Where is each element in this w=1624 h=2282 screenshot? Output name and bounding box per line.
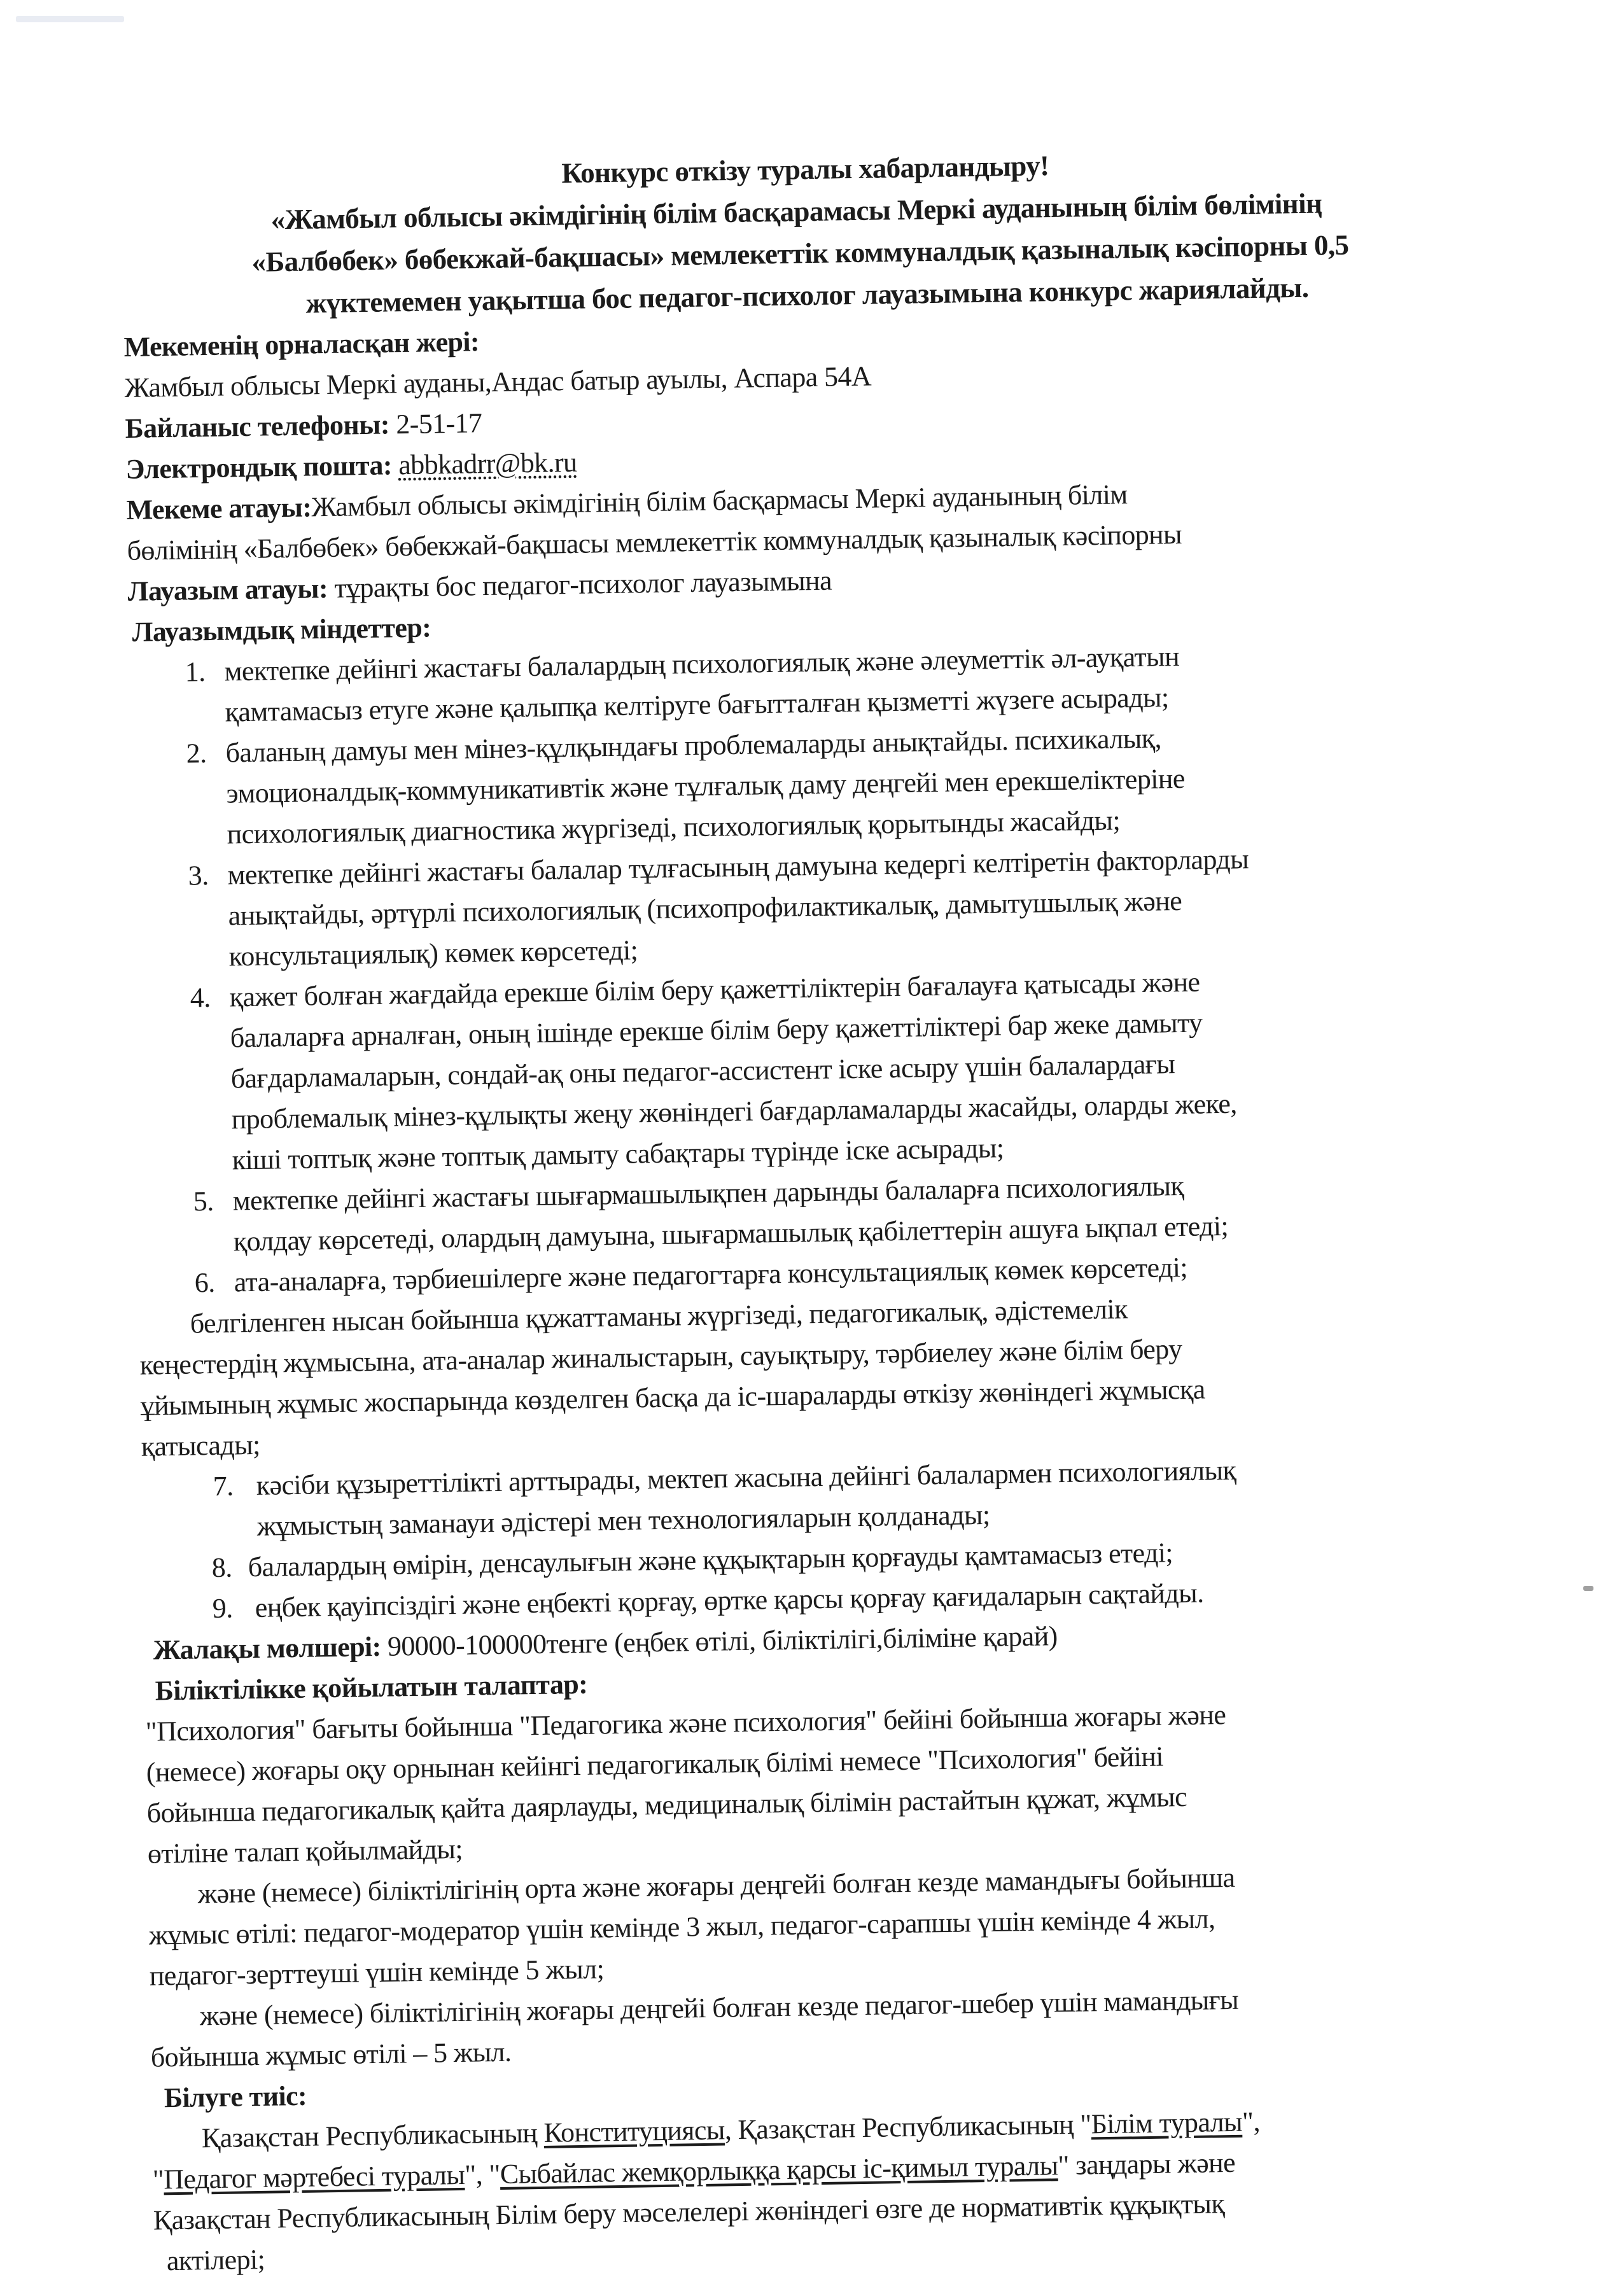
must-know-text: актілері; (166, 2243, 265, 2277)
must-know-text: ", (1242, 2106, 1261, 2138)
duty-text: балалардың өмірін, денсаулығын және құқықтарын қорғауды қамтамасыз етеді; (248, 1537, 1173, 1583)
requirements-text: өтіліне талап қойылмайды; (147, 1833, 463, 1870)
requirements-paragraph (148, 1854, 1492, 1997)
teacher-status-law-link[interactable]: Педагог мәртебесі туралы (163, 2159, 465, 2195)
announcement-subtitle-line: «Жамбыл облысы әкімдігінің білім басқарамасы Меркі ауданының білім бөлімінің (270, 187, 1322, 236)
must-know-text: " заңдары және (1058, 2146, 1236, 2181)
duty-text: қолдау көрсетеді, олардың дамуына, шығармашылық қабілеттерін ашуға ықпал етеді; (233, 1210, 1229, 1257)
position-label: Лауазым атауы: (127, 572, 328, 607)
must-know-text: Қазақстан Республикасының (201, 2117, 544, 2154)
requirements-paragraph (145, 1691, 1490, 1875)
institution-label: Мекеме атауы: (126, 491, 312, 526)
duty-text: жұмыстың заманауи әдістері мен технологияларын қолданады; (256, 1499, 990, 1542)
duty-text: эмоционалдық-коммуникативтік және тұлғалық даму деңгейі мен ерекшеліктеріне (226, 762, 1186, 809)
duty-text: мектепке дейінгі жастағы шығармашылықпен дарынды балаларға психологиялық (232, 1170, 1184, 1217)
requirements-text: педагог-зерттеуші үшін кемінде 5 жыл; (149, 1953, 605, 1992)
duty-text: анықтайды, әртүрлі психологиялық (психопрофилактикалық, дамытушылық және (228, 885, 1182, 932)
duty-text: балаларға арналған, оның ішінде ерекше білім беру қажеттіліктері бар жеке дамыту (230, 1007, 1203, 1054)
duty-text: қамтамасыз етуге және қалыпқа келтіруге бағытталған қызметті жүзеге асырады; (225, 682, 1169, 728)
constitution-link[interactable]: Конституциясы (543, 2114, 725, 2148)
duty-text: мектепке дейінгі жастағы балалар тұлғасының дамуына кедергі келтіретін факторларды (227, 843, 1249, 891)
duty-number: 3. (188, 859, 209, 892)
institution-value-line: Жамбыл облысы әкімдігінің білім басқармасы Меркі ауданының білім (311, 479, 1128, 523)
salary-value: 90000-100000тенге (еңбек өтілі, біліктілігі,біліміне қарай) (381, 1620, 1058, 1662)
duty-text: психологиялық диагностика жүргізеді, психологиялық қорытынды жасайды; (227, 804, 1121, 850)
email-link[interactable]: abbkadrr@bk.ru (398, 446, 577, 481)
requirements-text: бойынша педагогикалық қайта даярлауды, медициналық білімін растайтын құжат, жұмыс (146, 1781, 1187, 1829)
salary-label: Жалақы мөлшері: (153, 1630, 382, 1666)
duty-text: кәсіби құзыреттілікті арттырады, мектеп жасына дейінгі балалармен психологиялық (256, 1454, 1236, 1501)
duty-number: 8. (211, 1551, 232, 1584)
requirements-text: бойынша жұмыс өтілі – 5 жыл. (150, 2036, 512, 2073)
institution-value-line: бөлімінің «Балбөбек» бөбекжай-бақшасы мемлекеттік коммуналдық қазыналық кәсіпорны (127, 518, 1182, 566)
scan-artifact (1583, 1586, 1593, 1591)
location-label: Мекеменің орналасқан жері: (123, 326, 480, 363)
duty-unnumbered-paragraph (139, 1284, 1484, 1467)
duty-text: проблемалық мінез-құлықты жеңу жөніндегі бағдарламаларды жасайды, оларды жеке, (231, 1088, 1237, 1135)
duty-text: бағдарламаларын, сондай-ақ оны педагог-ассистент іске асыру үшін балалардағы (230, 1048, 1175, 1095)
announcement-header (146, 138, 1466, 326)
requirements-label: Біліктілікке қойылатын талаптар: (155, 1668, 588, 1707)
duty-text: кіші топтық және топтық дамыту сабақтары түрінде іске асырады; (232, 1132, 1004, 1176)
duty-number: 6. (194, 1266, 215, 1299)
email-label: Электрондық пошта: (125, 449, 393, 485)
requirements-text: және (немесе) біліктілігінің орта және жоғары деңгейі болған кезде мамандығы бойынша (197, 1861, 1235, 1910)
duty-number: 1. (185, 656, 206, 688)
position-value: тұрақты бос педагог-психолог лауазымына (327, 564, 832, 604)
duty-number: 2. (186, 738, 207, 769)
duty-text: белгіленген нысан бойынша құжаттаманы жүргізеді, педагогикалық, әдістемелік (190, 1293, 1128, 1340)
requirements-text: "Психология" бағыты бойынша "Педагогика және психология" бейіні бойынша жоғары және (145, 1699, 1226, 1747)
requirements-text: (немесе) жоғары оқу орнынан кейінгі педагогикалық білімі немесе "Психология" бейіні (146, 1740, 1164, 1788)
duty-text: мектепке дейінгі жастағы балалардың психологиялық және әлеуметтік әл-ауқатын (224, 640, 1180, 687)
requirements-text: және (немесе) біліктілігінің жоғары деңгейі болған кезде педагог-шебер үшін мамандығы (199, 1984, 1239, 2032)
duty-number: 9. (212, 1592, 233, 1625)
duties-label: Лауазымдық міндеттер: (132, 612, 431, 648)
duty-text: қажет болған жағдайда ерекше білім беру қажеттіліктерін бағалауға қатысады және (229, 966, 1200, 1013)
duty-item (132, 836, 1476, 979)
duty-item (130, 713, 1474, 857)
must-know-section (151, 2057, 1497, 2281)
location-value: Жамбыл облысы Меркі ауданы,Андас батыр ауылы, Аспара 54А (124, 360, 872, 403)
requirements-text: жұмыс өтілі: педагог-модератор үшін кемінде 3 жыл, педагог-сарапшы үшін кемінде 4 жыл, (148, 1903, 1215, 1951)
duty-text: еңбек қауіпсіздігі және еңбекті қорғау, өртке қарсы қорғау қағидаларын сақтайды. (255, 1577, 1204, 1623)
phone-value: 2-51-17 (389, 407, 482, 440)
duty-text: консультациялық) көмек көрсетеді; (228, 934, 638, 972)
scan-artifact (16, 16, 124, 22)
duty-number: 4. (190, 981, 211, 1014)
duty-text: қатысады; (141, 1429, 261, 1462)
duties-list (129, 632, 1481, 1305)
announcement-subtitle-line: жүктемемен уақытша бос педагог-психолог лауазымына конкурс жариялайды. (305, 271, 1309, 319)
must-know-text: " (152, 2164, 164, 2195)
duty-text: ұйымының жұмыс жоспарында көзделген басқа да іс-шараларды өткізу жөніндегі жұмысқа (140, 1373, 1205, 1422)
document-body (121, 138, 1497, 2282)
duties-list-continued (141, 1446, 1487, 1630)
duty-text: ата-аналарға, тәрбиешілерге және педагогтарға консультациялық көмек көрсетеді; (234, 1251, 1188, 1298)
requirements-section (144, 1650, 1494, 2078)
phone-label: Байланыс телефоны: (125, 409, 390, 444)
must-know-label: Білуге тиіс: (164, 2080, 307, 2114)
duty-text: кеңестердің жұмысына, ата-аналар жиналыстарын, сауықтыру, тәрбиелеу және білім беру (139, 1333, 1182, 1381)
announcement-title: Конкурс өткізу туралы хабарландыру! (561, 150, 1049, 190)
anti-corruption-law-link[interactable]: Сыбайлас жемқорлыққа қарсы іс-қимыл туралы (500, 2150, 1058, 2190)
announcement-subtitle-line: «Балбөбек» бөбекжай-бақшасы» мемлекеттік коммуналдық қазыналық кәсіпорны 0,5 (251, 228, 1349, 278)
duty-number: 5. (193, 1185, 214, 1217)
must-know-text: , Қазақстан Республикасының " (724, 2108, 1091, 2146)
duty-text: баланың дамуы мен мінез-құлқындағы проблемаларды анықтайды. психикалық, (225, 722, 1162, 769)
must-know-text: Қазақстан Республикасының Білім беру мәселелері жөніндегі өзге де нормативтік құқықтық (153, 2188, 1225, 2236)
duty-number: 7. (213, 1470, 234, 1502)
must-know-text: ", " (464, 2159, 501, 2190)
education-law-link[interactable]: Білім туралы (1091, 2106, 1243, 2140)
duties-section (128, 591, 1487, 1630)
duty-item (134, 958, 1480, 1182)
